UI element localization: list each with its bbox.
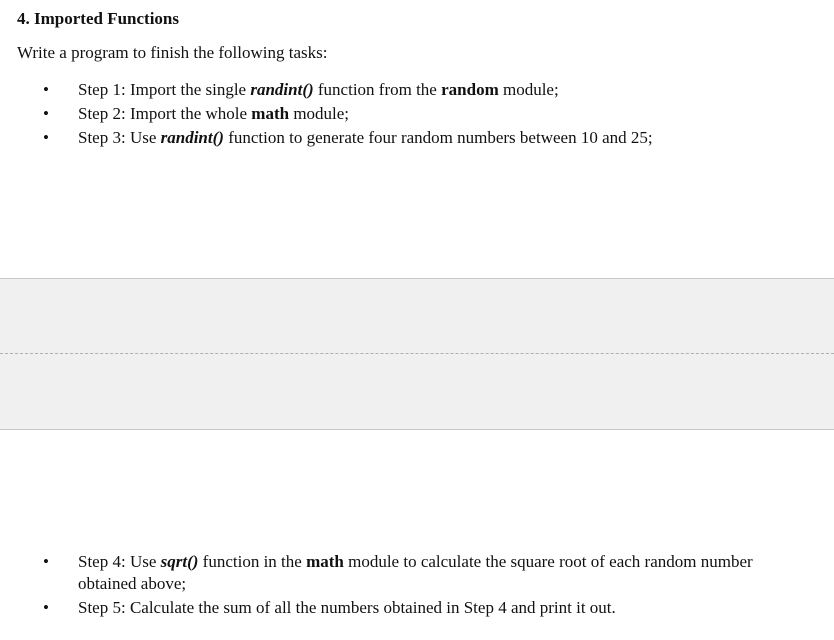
bullet-icon: • — [43, 80, 49, 99]
function-name: randint() — [160, 128, 224, 147]
section-heading: 4. Imported Functions — [17, 9, 179, 28]
step-item: • Step 5: Calculate the sum of all the numbers obtained in Step 4 and print it out. — [43, 598, 616, 617]
step-item: • Step 1: Import the single randint() function from the random module; — [43, 80, 559, 99]
module-name: math — [251, 104, 290, 123]
module-name: math — [306, 552, 344, 571]
step-item: • Step 3: Use randint() function to generate four random numbers between 10 and 25; — [43, 128, 653, 147]
step-item: • Step 4: Use sqrt() function in the math module to calculate the square root of each random number obtained above; — [43, 552, 753, 593]
bullet-icon: • — [43, 552, 49, 571]
step-list-page-1 — [0, 79, 758, 151]
page-gap — [0, 278, 834, 430]
function-name: sqrt() — [160, 552, 199, 571]
page-break-divider — [0, 353, 834, 354]
bullet-icon: • — [43, 128, 49, 147]
module-name: random — [441, 80, 499, 99]
function-name: randint() — [250, 80, 314, 99]
bullet-icon: • — [43, 104, 49, 123]
step-item: • Step 2: Import the whole math module; — [43, 104, 350, 123]
bullet-icon: • — [43, 598, 49, 617]
intro-paragraph: Write a program to finish the following tasks: — [17, 43, 328, 62]
step-list-page-2 — [0, 551, 758, 621]
